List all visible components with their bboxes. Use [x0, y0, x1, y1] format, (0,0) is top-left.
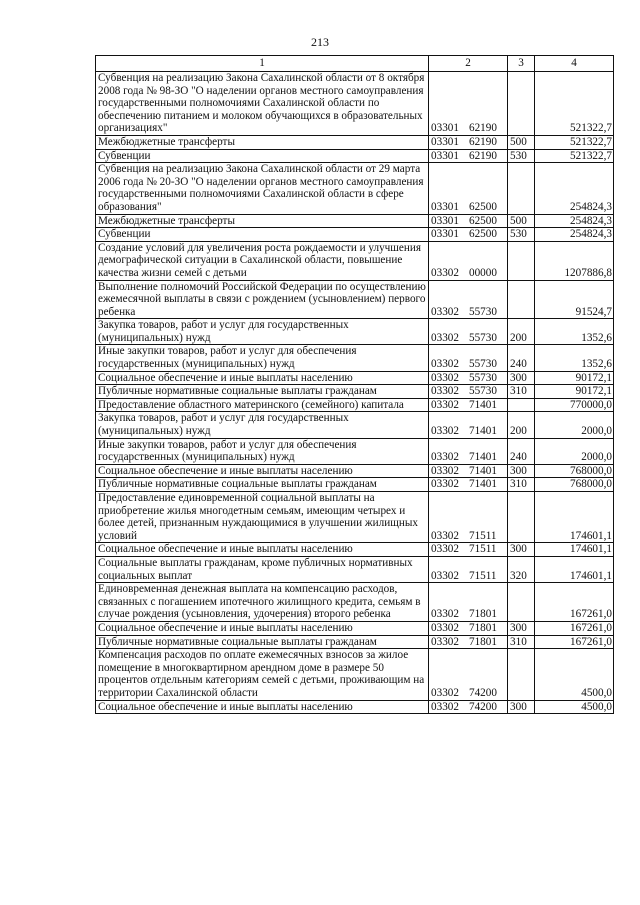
row-amount: 521322,7 [535, 149, 614, 163]
code-program: 03302 [431, 621, 459, 634]
code-program: 03302 [431, 398, 459, 411]
row-expense-type [508, 163, 535, 214]
code-program: 03302 [431, 331, 459, 344]
code-direction: 71401 [468, 451, 497, 464]
table-row [96, 385, 614, 399]
table-row [96, 635, 614, 649]
code-program: 03302 [431, 425, 459, 438]
code-direction: 71511 [468, 543, 497, 556]
code-direction: 71511 [468, 529, 497, 542]
code-direction: 00000 [468, 266, 497, 279]
row-name: Социальные выплаты гражданам, кроме публичных нормативных социальных выплат [96, 556, 429, 582]
row-expense-type: 320 [508, 556, 535, 582]
code-direction: 62500 [468, 228, 497, 241]
code-program: 03301 [431, 214, 459, 227]
code-program: 03302 [431, 569, 459, 582]
row-expense-type: 310 [508, 385, 535, 399]
code-direction: 55730 [468, 305, 497, 318]
table-row [96, 371, 614, 385]
table-row [96, 464, 614, 478]
row-expense-type: 300 [508, 371, 535, 385]
code-program: 03302 [431, 478, 459, 491]
table-row [96, 478, 614, 492]
row-name: Иные закупки товаров, работ и услуг для обеспечения государственных (муниципальных) нужд [96, 345, 429, 371]
row-amount: 174601,1 [535, 492, 614, 543]
row-code [429, 556, 508, 582]
row-expense-type: 240 [508, 345, 535, 371]
row-code [429, 228, 508, 242]
row-expense-type: 200 [508, 319, 535, 345]
code-direction: 55730 [468, 385, 497, 398]
row-name: Социальное обеспечение и иные выплаты населению [96, 371, 429, 385]
code-program: 03302 [431, 635, 459, 648]
row-amount: 91524,7 [535, 280, 614, 319]
row-name: Субвенция на реализацию Закона Сахалинской области от 29 марта 2006 года № 20-ЗО "О наделении органов местного самоуправления государственными полномочиями Сахалинской области в сфере образования" [96, 163, 429, 214]
code-direction: 62190 [468, 122, 497, 135]
table-row [96, 72, 614, 136]
table-row [96, 135, 614, 149]
code-direction: 55730 [468, 358, 497, 371]
row-expense-type: 300 [508, 621, 535, 635]
row-amount: 90172,1 [535, 371, 614, 385]
row-code [429, 280, 508, 319]
row-name: Субвенция на реализацию Закона Сахалинской области от 8 октября 2008 года № 98-ЗО "О наделении органов местного самоуправления государственными полномочиями Сахалинской области по обеспечению питанием и молоком обучающихся в образовательных организациях" [96, 72, 429, 136]
row-amount: 174601,1 [535, 556, 614, 582]
row-name: Социальное обеспечение и иные выплаты населению [96, 621, 429, 635]
row-amount: 167261,0 [535, 621, 614, 635]
row-amount: 167261,0 [535, 583, 614, 622]
row-name: Социальное обеспечение и иные выплаты населению [96, 700, 429, 714]
row-code [429, 319, 508, 345]
code-program: 03302 [431, 451, 459, 464]
table-row [96, 280, 614, 319]
row-name: Предоставление единовременной социальной выплаты на приобретение жилья многодетным семьям, имеющим четырех и более детей, признанным нуждающимися в улучшении жилищных условий [96, 492, 429, 543]
table-row [96, 700, 614, 714]
row-name: Межбюджетные трансферты [96, 135, 429, 149]
row-expense-type: 200 [508, 412, 535, 438]
row-name: Субвенции [96, 228, 429, 242]
row-name: Создание условий для увеличения роста рождаемости и улучшения демографической ситуации в Сахалинской области, повышение качества жизни семей с детьми [96, 241, 429, 280]
row-code [429, 163, 508, 214]
row-expense-type: 310 [508, 635, 535, 649]
row-amount: 2000,0 [535, 412, 614, 438]
code-direction: 62500 [468, 214, 497, 227]
code-program: 03302 [431, 686, 459, 699]
row-expense-type: 500 [508, 135, 535, 149]
row-amount: 254824,3 [535, 214, 614, 228]
row-expense-type [508, 492, 535, 543]
row-name: Закупка товаров, работ и услуг для государственных (муниципальных) нужд [96, 412, 429, 438]
table-row [96, 163, 614, 214]
row-name: Единовременная денежная выплата на компенсацию расходов, связанных с погашением ипотечного жилищного кредита, семьям в случае рождения (усыновления, удочерения) второго ребенка [96, 583, 429, 622]
code-direction: 71401 [468, 464, 497, 477]
header-code: 2 [429, 56, 508, 72]
row-code [429, 583, 508, 622]
row-code [429, 412, 508, 438]
code-direction: 62190 [468, 149, 497, 162]
row-expense-type: 310 [508, 478, 535, 492]
code-direction: 74200 [468, 686, 497, 699]
code-direction: 71511 [468, 569, 497, 582]
table-row [96, 228, 614, 242]
row-expense-type [508, 280, 535, 319]
row-amount: 1352,6 [535, 319, 614, 345]
row-expense-type: 300 [508, 700, 535, 714]
row-name: Публичные нормативные социальные выплаты гражданам [96, 478, 429, 492]
row-amount: 768000,0 [535, 478, 614, 492]
row-amount: 2000,0 [535, 438, 614, 464]
row-code [429, 438, 508, 464]
row-name: Социальное обеспечение и иные выплаты населению [96, 543, 429, 557]
code-program: 03302 [431, 266, 459, 279]
row-code [429, 478, 508, 492]
code-program: 03301 [431, 122, 459, 135]
code-direction: 55730 [468, 331, 497, 344]
row-code [429, 635, 508, 649]
row-expense-type: 530 [508, 149, 535, 163]
row-name: Межбюджетные трансферты [96, 214, 429, 228]
code-program: 03302 [431, 543, 459, 556]
header-name: 1 [96, 56, 429, 72]
code-direction: 71401 [468, 425, 497, 438]
table-row [96, 621, 614, 635]
code-direction: 62500 [468, 200, 497, 213]
row-amount: 254824,3 [535, 163, 614, 214]
row-name: Предоставление областного материнского (семейного) капитала [96, 398, 429, 412]
code-program: 03302 [431, 529, 459, 542]
row-expense-type: 500 [508, 214, 535, 228]
row-expense-type: 300 [508, 543, 535, 557]
code-program: 03302 [431, 608, 459, 621]
code-direction: 71401 [468, 478, 497, 491]
table-row [96, 149, 614, 163]
row-code [429, 72, 508, 136]
header-amount: 4 [535, 56, 614, 72]
row-name: Выполнение полномочий Российской Федерации по осуществлению ежемесячной выплаты в связи с рождением (усыновлением) первого ребенка [96, 280, 429, 319]
table-row [96, 345, 614, 371]
row-expense-type [508, 583, 535, 622]
table-row [96, 492, 614, 543]
row-amount: 90172,1 [535, 385, 614, 399]
code-program: 03301 [431, 200, 459, 213]
row-amount: 768000,0 [535, 464, 614, 478]
table-row [96, 543, 614, 557]
row-expense-type: 300 [508, 464, 535, 478]
table-row [96, 649, 614, 700]
code-direction: 71401 [468, 398, 497, 411]
row-name: Субвенции [96, 149, 429, 163]
code-program: 03302 [431, 305, 459, 318]
row-name: Публичные нормативные социальные выплаты гражданам [96, 385, 429, 399]
row-name: Социальное обеспечение и иные выплаты населению [96, 464, 429, 478]
code-program: 03302 [431, 464, 459, 477]
row-code [429, 371, 508, 385]
table-row [96, 398, 614, 412]
row-code [429, 398, 508, 412]
row-code [429, 464, 508, 478]
row-expense-type: 240 [508, 438, 535, 464]
budget-table [95, 55, 614, 714]
row-code [429, 149, 508, 163]
code-direction: 71801 [468, 635, 497, 648]
row-code [429, 492, 508, 543]
row-expense-type: 530 [508, 228, 535, 242]
page-number: 213 [311, 35, 329, 49]
code-direction: 62190 [468, 135, 497, 148]
row-amount: 167261,0 [535, 635, 614, 649]
row-amount: 1352,6 [535, 345, 614, 371]
table-row [96, 438, 614, 464]
row-amount: 4500,0 [535, 649, 614, 700]
row-amount: 521322,7 [535, 135, 614, 149]
row-expense-type [508, 241, 535, 280]
code-program: 03302 [431, 385, 459, 398]
row-code [429, 543, 508, 557]
table-row [96, 319, 614, 345]
table-row [96, 556, 614, 582]
row-code [429, 345, 508, 371]
table-row [96, 214, 614, 228]
row-code [429, 385, 508, 399]
row-amount: 1207886,8 [535, 241, 614, 280]
row-code [429, 241, 508, 280]
row-amount: 4500,0 [535, 700, 614, 714]
row-code [429, 135, 508, 149]
code-program: 03302 [431, 371, 459, 384]
code-program: 03301 [431, 149, 459, 162]
row-code [429, 649, 508, 700]
row-amount: 521322,7 [535, 72, 614, 136]
row-name: Компенсация расходов по оплате ежемесячных взносов за жилое помещение в многоквартирном арендном доме в размере 50 процентов отдельным категориям семей с детьми, проживающим на территории Сахалинской области [96, 649, 429, 700]
row-amount: 770000,0 [535, 398, 614, 412]
row-name: Иные закупки товаров, работ и услуг для обеспечения государственных (муниципальных) нужд [96, 438, 429, 464]
code-direction: 74200 [468, 700, 497, 713]
table-row [96, 583, 614, 622]
table-header-row [96, 56, 614, 72]
table-row [96, 241, 614, 280]
header-type: 3 [508, 56, 535, 72]
code-direction: 71801 [468, 608, 497, 621]
row-amount: 174601,1 [535, 543, 614, 557]
row-code [429, 700, 508, 714]
row-name: Закупка товаров, работ и услуг для государственных (муниципальных) нужд [96, 319, 429, 345]
code-program: 03301 [431, 135, 459, 148]
code-program: 03302 [431, 358, 459, 371]
code-program: 03301 [431, 228, 459, 241]
row-expense-type [508, 649, 535, 700]
row-expense-type [508, 72, 535, 136]
row-amount: 254824,3 [535, 228, 614, 242]
code-program: 03302 [431, 700, 459, 713]
row-expense-type [508, 398, 535, 412]
code-direction: 55730 [468, 371, 497, 384]
table-row [96, 412, 614, 438]
row-code [429, 621, 508, 635]
code-direction: 71801 [468, 621, 497, 634]
row-code [429, 214, 508, 228]
row-name: Публичные нормативные социальные выплаты гражданам [96, 635, 429, 649]
